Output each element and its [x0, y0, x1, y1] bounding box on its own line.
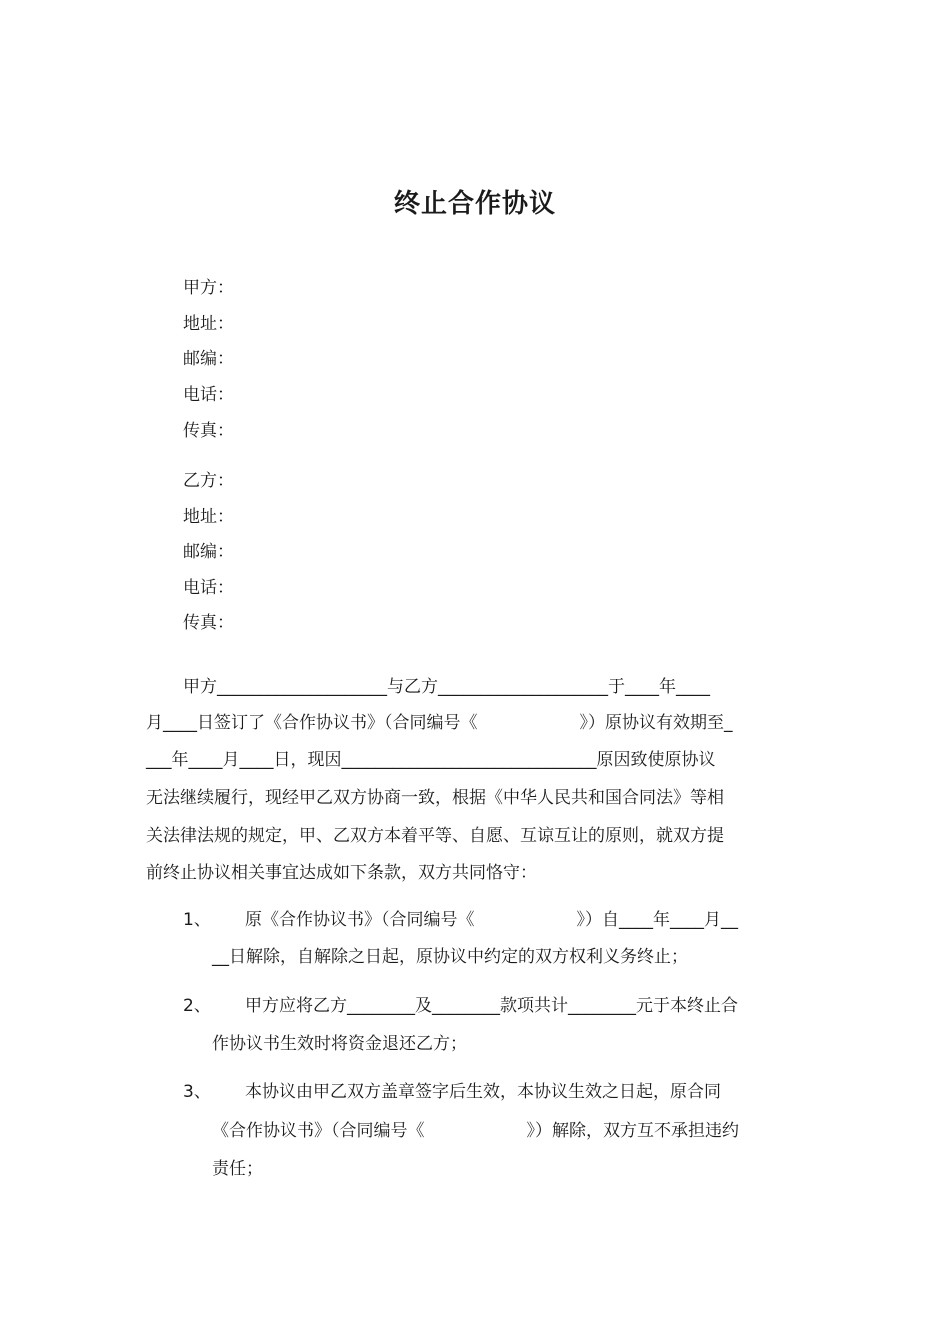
clause-line: 甲方应将乙方________及________款项共计________元于本终止合	[245, 996, 738, 1016]
party-b-phone-label: 电话：	[183, 578, 234, 598]
clause-line: 作协议书生效时将资金退还乙方；	[212, 1034, 467, 1054]
party-a-phone-label: 电话：	[183, 385, 234, 405]
party-a-postcode-label: 邮编：	[183, 349, 234, 369]
party-a-address-label: 地址：	[183, 314, 234, 334]
document-title: 终止合作协议	[393, 189, 556, 219]
party-b-postcode-label: 邮编：	[183, 542, 234, 562]
party-b-address-label: 地址：	[183, 507, 234, 527]
clause-number: 3、	[183, 1082, 211, 1102]
intro-line: 无法继续履行，现经甲乙双方协商一致，根据《中华人民共和国合同法》等相	[146, 788, 724, 808]
party-a-label: 甲方：	[183, 278, 234, 298]
intro-line: 月____日签订了《合作协议书》（合同编号《 》）原协议有效期至_	[146, 713, 733, 733]
intro-line: 关法律法规的规定，甲、乙双方本着平等、自愿、互谅互让的原则，就双方提	[146, 826, 724, 846]
party-a-fax-label: 传真：	[183, 421, 234, 441]
clause-line: 原《合作协议书》（合同编号《 》）自____年____月__	[245, 910, 738, 930]
clause-line: __日解除，自解除之日起，原协议中约定的双方权利义务终止；	[212, 947, 688, 967]
clause-number: 1、	[183, 910, 211, 930]
clause-number: 2、	[183, 996, 211, 1016]
intro-line: ___年____月____日，现因______________________________原因致使原协议	[146, 750, 716, 770]
party-b-fax-label: 传真：	[183, 613, 234, 633]
clause-line: 本协议由甲乙双方盖章签字后生效，本协议生效之日起，原合同	[245, 1082, 721, 1102]
party-b-label: 乙方：	[183, 471, 234, 491]
intro-line: 甲方____________________与乙方____________________于____年____	[183, 677, 710, 697]
clause-line: 《合作协议书》（合同编号《 》）解除，双方互不承担违约	[212, 1121, 739, 1141]
intro-line: 前终止协议相关事宜达成如下条款，双方共同恪守：	[146, 863, 537, 883]
clause-line: 责任；	[212, 1159, 263, 1179]
